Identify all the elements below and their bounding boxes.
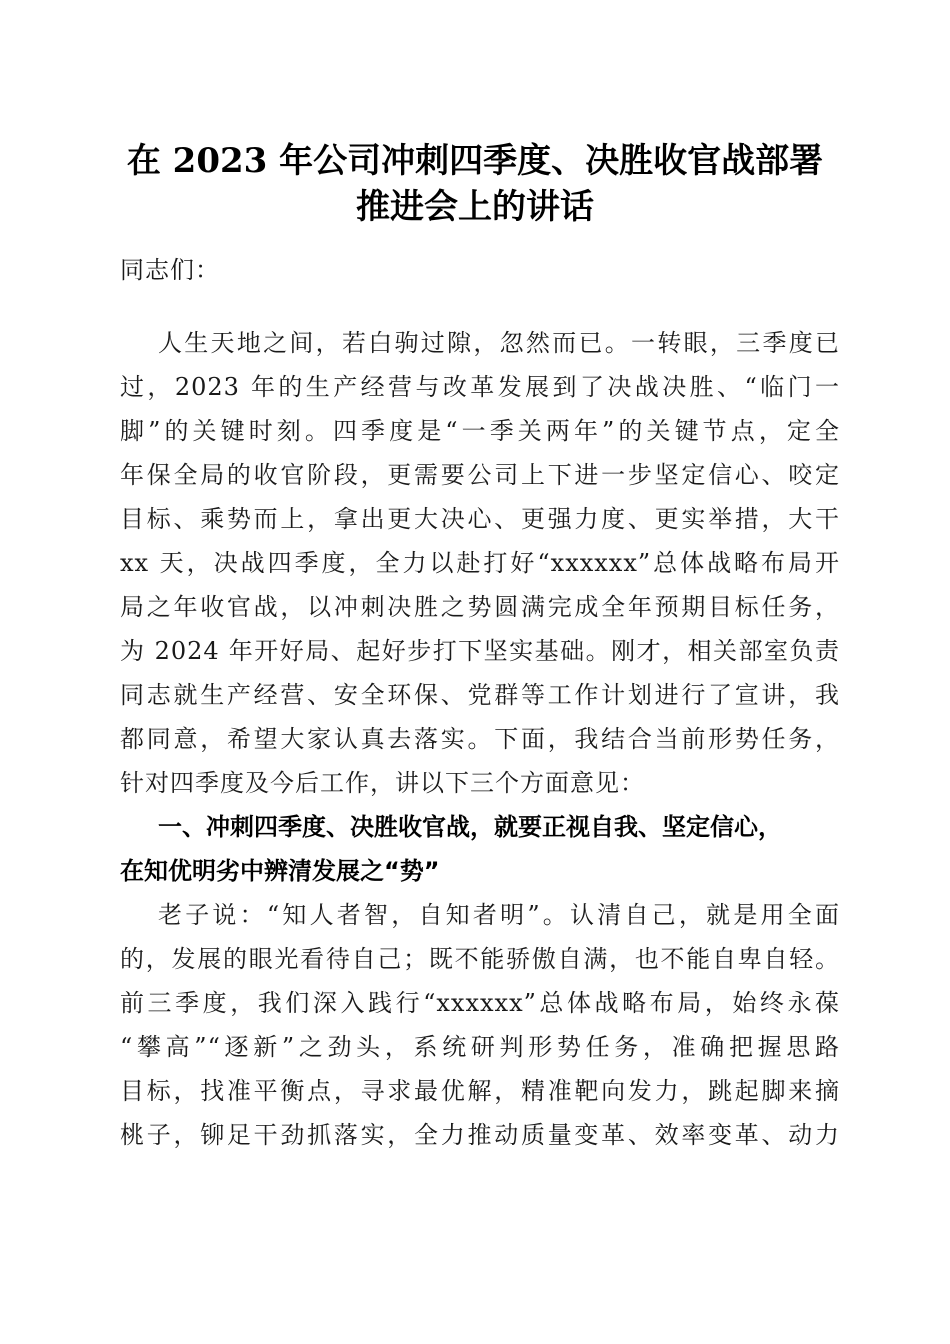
- paragraph-line: 桃子，铆足干劲抓落实，全力推动质量变革、效率变革、动力: [120, 1121, 840, 1149]
- paragraph-line: 都同意，希望大家认真去落实。下面，我结合当前形势任务，: [120, 725, 840, 753]
- paragraph-line: 人生天地之间，若白驹过隙，忽然而已。一转眼，三季度已: [158, 329, 840, 357]
- paragraph-line: 的，发展的眼光看待自己；既不能骄傲自满，也不能自卑自轻。: [120, 945, 840, 973]
- paragraph-line: 针对四季度及今后工作，讲以下三个方面意见：: [120, 769, 645, 797]
- paragraph-line: 脚”的关键时刻。四季度是“一季关两年”的关键节点，定全: [120, 417, 840, 445]
- paragraph-line: 老子说：“知人者智，自知者明”。认清自己，就是用全面: [158, 901, 840, 929]
- paragraph-line: 同志就生产经营、安全环保、党群等工作计划进行了宣讲，我: [120, 681, 840, 709]
- document-title-line-1: 在 2023 年公司冲刺四季度、决胜收官战部署: [126, 141, 824, 181]
- paragraph-line: 目标，找准平衡点，寻求最优解，精准靶向发力，跳起脚来摘: [120, 1077, 840, 1105]
- paragraph-line: 为 2024 年开好局、起好步打下坚实基础。刚才，相关部室负责: [120, 637, 840, 665]
- paragraph-line: “攀高”“逐新”之劲头，系统研判形势任务，准确把握思路: [120, 1033, 840, 1061]
- section-heading-line: 在知优明劣中辨清发展之“势”: [120, 857, 440, 885]
- paragraph-line: 局之年收官战，以冲刺决胜之势圆满完成全年预期目标任务，: [120, 593, 840, 621]
- paragraph-line: 年保全局的收官阶段，更需要公司上下进一步坚定信心、咬定: [120, 461, 840, 489]
- paragraph-line: xx 天，决战四季度，全力以赴打好“xxxxxx”总体战略布局开: [120, 549, 840, 577]
- paragraph-line: 目标、乘势而上，拿出更大决心、更强力度、更实举措，大干: [120, 505, 840, 533]
- paragraph-line: 过，2023 年的生产经营与改革发展到了决战决胜、“临门一: [120, 373, 840, 401]
- paragraph-line: 前三季度，我们深入践行“xxxxxx”总体战略布局，始终永葆: [120, 989, 840, 1017]
- section-heading-line: 一、冲刺四季度、决胜收官战，就要正视自我、坚定信心，: [158, 813, 782, 841]
- document-title-line-2: 推进会上的讲话: [356, 187, 594, 227]
- salutation: 同志们：: [120, 256, 220, 284]
